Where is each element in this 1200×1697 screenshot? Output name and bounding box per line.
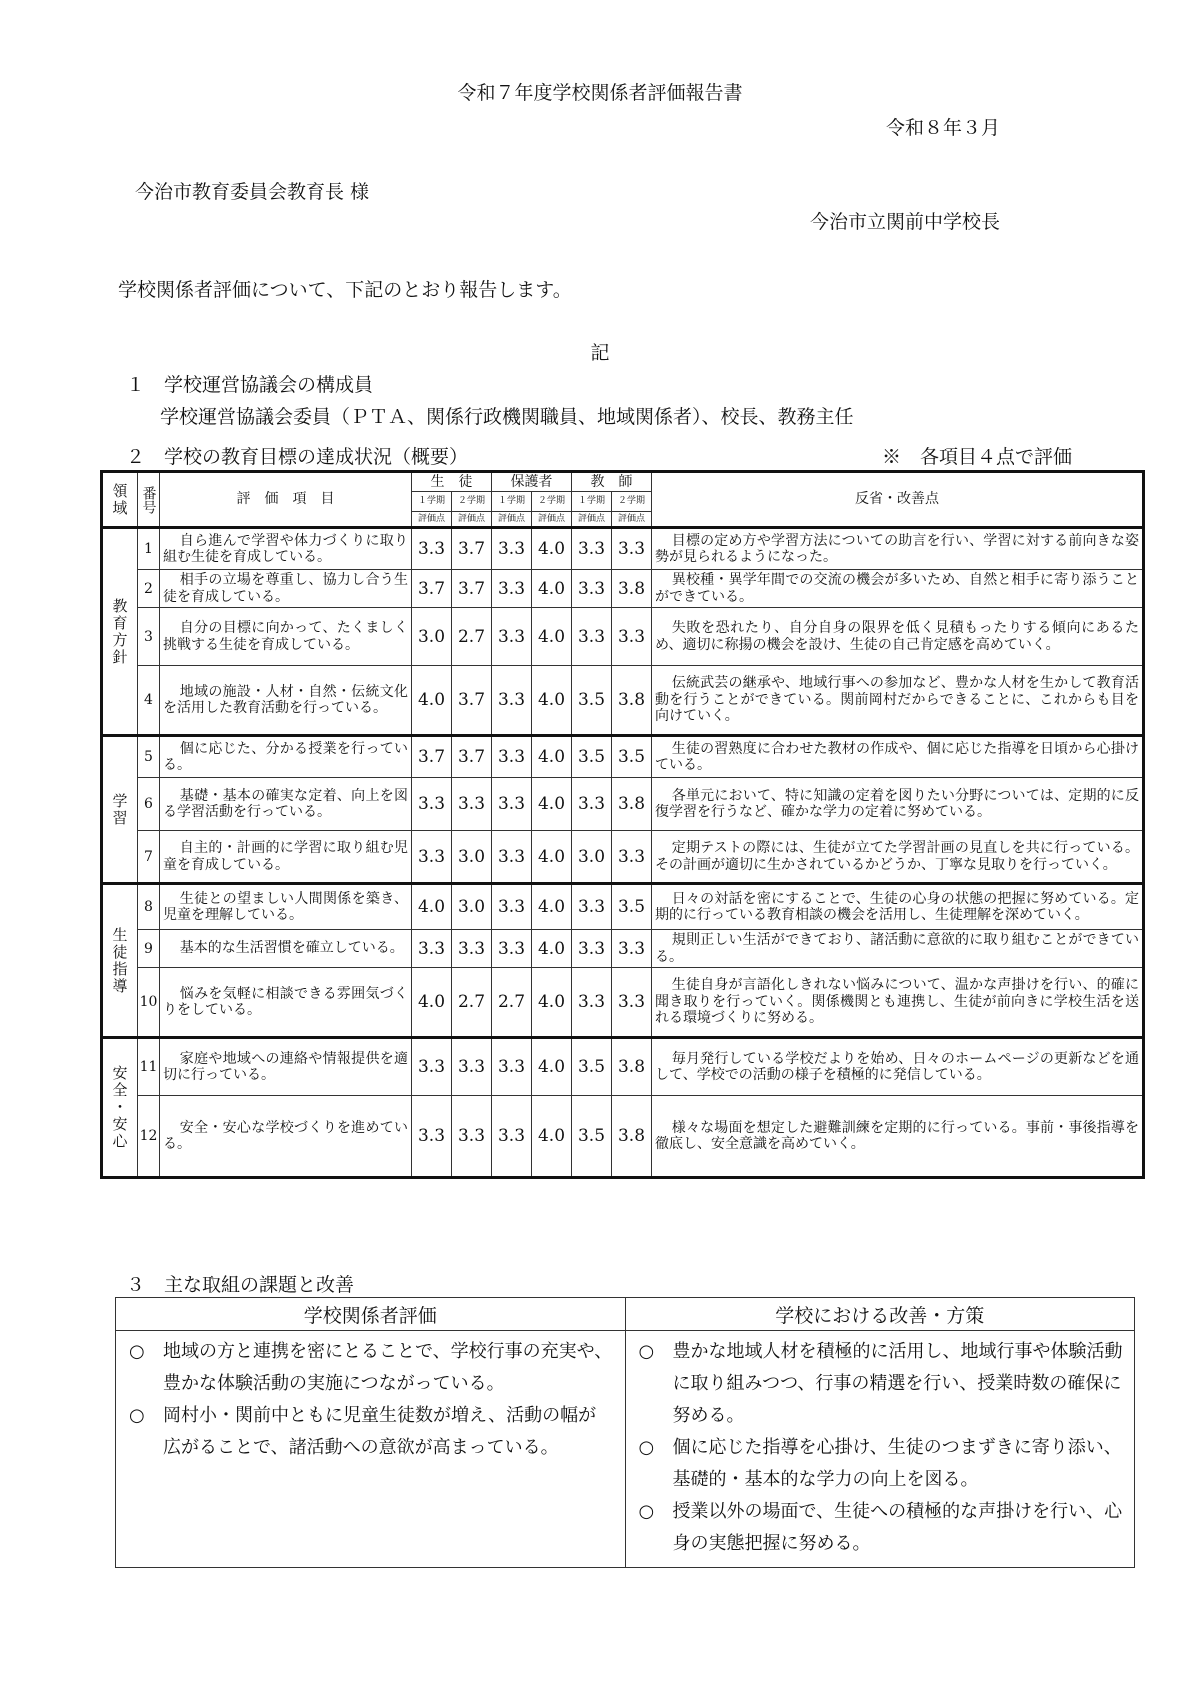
score-cell: 2.7 bbox=[452, 968, 492, 1038]
score-cell: 3.3 bbox=[572, 884, 612, 930]
section2-heading: ２ 学校の教育目標の達成状況（概要） bbox=[126, 446, 469, 468]
header-score-label: 評価点 bbox=[412, 512, 452, 528]
evaluation-item: 安全・安心な学校づくりを進めている。 bbox=[160, 1096, 412, 1178]
summary-bullet-item bbox=[639, 1336, 1124, 1432]
score-cell: 3.3 bbox=[492, 528, 532, 570]
header-score-label: 評価点 bbox=[532, 512, 572, 528]
sender: 今治市立関前中学校長 bbox=[809, 211, 1000, 233]
score-cell: 3.5 bbox=[572, 1038, 612, 1096]
domain-cell bbox=[102, 1038, 138, 1178]
evaluation-row bbox=[102, 778, 1144, 831]
score-cell: 3.3 bbox=[412, 528, 452, 570]
header-score-label: 評価点 bbox=[452, 512, 492, 528]
domain-label: 生徒指導 bbox=[110, 926, 129, 995]
score-cell: 3.3 bbox=[572, 570, 612, 608]
score-cell: 3.3 bbox=[572, 778, 612, 831]
reflection-cell: 目標の定め方や学習方法についての助言を行い、学習に対する前向きな姿勢が見られるようになった。 bbox=[652, 528, 1144, 570]
score-cell: 3.3 bbox=[492, 930, 532, 968]
section1-heading: １ 学校運営協議会の構成員 bbox=[126, 374, 374, 396]
score-cell: 4.0 bbox=[532, 930, 572, 968]
score-cell: 3.5 bbox=[612, 884, 652, 930]
score-cell: 3.8 bbox=[612, 666, 652, 736]
item-number: 4 bbox=[138, 666, 160, 736]
item-number: 6 bbox=[138, 778, 160, 831]
reflection-cell: 規則正しい生活ができており、諸活動に意欲的に取り組むことができている。 bbox=[652, 930, 1144, 968]
summary-right-list bbox=[627, 1332, 1134, 1566]
score-cell: 4.0 bbox=[412, 968, 452, 1038]
score-cell: 3.3 bbox=[612, 528, 652, 570]
domain-label: 教育方針 bbox=[110, 597, 129, 666]
evaluation-row bbox=[102, 528, 1144, 570]
score-cell: 3.3 bbox=[492, 666, 532, 736]
header-score-label: 評価点 bbox=[492, 512, 532, 528]
score-cell: 3.0 bbox=[412, 608, 452, 666]
score-cell: 3.5 bbox=[612, 736, 652, 778]
bullet-circle-icon: ○ bbox=[129, 1341, 145, 1362]
ki-label: 記 bbox=[590, 342, 610, 364]
evaluation-table-body bbox=[102, 472, 1144, 1178]
summary-bullet-item bbox=[639, 1432, 1124, 1496]
header-term: １学期 bbox=[492, 492, 532, 512]
summary-left-header: 学校関係者評価 bbox=[116, 1298, 626, 1331]
score-cell: 3.3 bbox=[572, 968, 612, 1038]
reflection-cell: 生徒の習熟度に合わせた教材の作成や、個に応じた指導を日頃から心掛けている。 bbox=[652, 736, 1144, 778]
domain-label: 学習 bbox=[110, 792, 129, 827]
score-cell: 3.3 bbox=[612, 608, 652, 666]
score-cell: 4.0 bbox=[532, 884, 572, 930]
summary-bullet-text: 授業以外の場面で、生徒への積極的な声掛けを行い、心身の実態把握に努める。 bbox=[672, 1501, 1123, 1554]
reflection-cell: 様々な場面を想定した避難訓練を定期的に行っている。事前・事後指導を徹底し、安全意識を高めていく。 bbox=[652, 1096, 1144, 1178]
summary-bullet-text: 個に応じた指導を心掛け、生徒のつまずきに寄り添い、基礎的・基本的な学力の向上を図る。 bbox=[672, 1437, 1122, 1490]
score-cell: 3.3 bbox=[492, 884, 532, 930]
item-number: 9 bbox=[138, 930, 160, 968]
header-score-label: 評価点 bbox=[572, 512, 612, 528]
score-cell: 3.0 bbox=[572, 831, 612, 884]
section1-members: 学校運営協議会委員（ＰＴＡ、関係行政機関職員、地域関係者）、校長、教務主任 bbox=[160, 406, 854, 428]
summary-bullet-text: 豊かな地域人材を積極的に活用し、地域行事や体験活動に取り組みつつ、行事の精選を行い、授業時数の確保に努める。 bbox=[672, 1341, 1123, 1426]
header-term: ２学期 bbox=[532, 492, 572, 512]
score-cell: 3.3 bbox=[412, 1096, 452, 1178]
score-cell: 3.3 bbox=[412, 831, 452, 884]
addressee: 今治市教育委員会教育長 様 bbox=[135, 181, 370, 203]
reflection-cell: 失敗を恐れたり、自分自身の限界を低く見積もったりする傾向にあるため、適切に称揚の機会を設け、生徒の自己肯定感を高めていく。 bbox=[652, 608, 1144, 666]
score-cell: 3.3 bbox=[492, 608, 532, 666]
evaluation-row bbox=[102, 1038, 1144, 1096]
item-number: 11 bbox=[138, 1038, 160, 1096]
reflection-cell: 異校種・異学年間での交流の機会が多いため、自然と相手に寄り添うことができている。 bbox=[652, 570, 1144, 608]
score-cell: 3.3 bbox=[612, 831, 652, 884]
document-title: 令和７年度学校関係者評価報告書 bbox=[457, 82, 743, 104]
evaluation-row bbox=[102, 930, 1144, 968]
intro-text: 学校関係者評価について、下記のとおり報告します。 bbox=[118, 279, 572, 301]
evaluation-item: 個に応じた、分かる授業を行っている。 bbox=[160, 736, 412, 778]
reflection-cell: 毎月発行している学校だよりを始め、日々のホームページの更新などを通して、学校での活動の様子を積極的に発信している。 bbox=[652, 1038, 1144, 1096]
evaluation-table bbox=[100, 470, 1145, 1179]
evaluation-row bbox=[102, 570, 1144, 608]
summary-table bbox=[115, 1297, 1135, 1568]
bullet-circle-icon: ○ bbox=[638, 1501, 655, 1522]
reflection-cell: 定期テストの際には、生徒が立てた学習計画の見直しを共に行っている。その計画が適切に生かされているかどうか、丁寧な見取りを行っていく。 bbox=[652, 831, 1144, 884]
evaluation-row bbox=[102, 736, 1144, 778]
evaluation-item: 相手の立場を尊重し、協力し合う生徒を育成している。 bbox=[160, 570, 412, 608]
header-group-students: 生 徒 bbox=[412, 472, 492, 492]
score-cell: 3.3 bbox=[492, 1038, 532, 1096]
score-cell: 3.3 bbox=[492, 736, 532, 778]
score-cell: 3.3 bbox=[412, 930, 452, 968]
score-cell: 3.8 bbox=[612, 1038, 652, 1096]
evaluation-item: 生徒との望ましい人間関係を築き、児童を理解している。 bbox=[160, 884, 412, 930]
bullet-circle-icon: ○ bbox=[638, 1341, 655, 1362]
score-cell: 3.3 bbox=[612, 930, 652, 968]
header-term: ２学期 bbox=[612, 492, 652, 512]
score-cell: 3.3 bbox=[492, 778, 532, 831]
score-cell: 2.7 bbox=[492, 968, 532, 1038]
scoring-note: ※ 各項目４点で評価 bbox=[882, 446, 1073, 468]
report-date: 令和８年３月 bbox=[885, 117, 1000, 139]
item-number: 7 bbox=[138, 831, 160, 884]
header-group-teachers: 教 師 bbox=[572, 472, 652, 492]
reflection-cell: 伝統武芸の継承や、地域行事への参加など、豊かな人材を生かして教育活動を行うことができている。関前岡村だからできることに、これからも目を向けていく。 bbox=[652, 666, 1144, 736]
score-cell: 4.0 bbox=[412, 884, 452, 930]
evaluation-row bbox=[102, 1096, 1144, 1178]
score-cell: 4.0 bbox=[532, 736, 572, 778]
item-number: 2 bbox=[138, 570, 160, 608]
summary-right-cell bbox=[625, 1331, 1135, 1568]
score-cell: 4.0 bbox=[532, 831, 572, 884]
domain-cell bbox=[102, 528, 138, 736]
evaluation-item: 家庭や地域への連絡や情報提供を適切に行っている。 bbox=[160, 1038, 412, 1096]
score-cell: 3.7 bbox=[412, 736, 452, 778]
score-cell: 4.0 bbox=[532, 778, 572, 831]
header-group-parents: 保護者 bbox=[492, 472, 572, 492]
summary-left-list bbox=[117, 1332, 624, 1470]
item-number: 1 bbox=[138, 528, 160, 570]
item-number: 8 bbox=[138, 884, 160, 930]
score-cell: 3.7 bbox=[452, 528, 492, 570]
score-cell: 3.3 bbox=[452, 1096, 492, 1178]
score-cell: 3.5 bbox=[572, 666, 612, 736]
domain-cell bbox=[102, 884, 138, 1038]
score-cell: 3.0 bbox=[452, 831, 492, 884]
reflection-cell: 各単元において、特に知識の定着を図りたい分野については、定期的に反復学習を行うなど、確かな学力の定着に努めている。 bbox=[652, 778, 1144, 831]
evaluation-row bbox=[102, 968, 1144, 1038]
evaluation-item: 地域の施設・人材・自然・伝統文化を活用した教育活動を行っている。 bbox=[160, 666, 412, 736]
header-term: １学期 bbox=[412, 492, 452, 512]
score-cell: 4.0 bbox=[532, 968, 572, 1038]
header-score-label: 評価点 bbox=[612, 512, 652, 528]
evaluation-row bbox=[102, 831, 1144, 884]
reflection-cell: 日々の対話を密にすることで、生徒の心身の状態の把握に努めている。定期的に行っている教育相談の機会を活用し、生徒理解を深めていく。 bbox=[652, 884, 1144, 930]
score-cell: 3.7 bbox=[412, 570, 452, 608]
summary-bullet-text: 岡村小・関前中ともに児童生徒数が増え、活動の幅が広がることで、諸活動への意欲が高まっている。 bbox=[163, 1405, 597, 1458]
score-cell: 3.5 bbox=[572, 1096, 612, 1178]
item-number: 12 bbox=[138, 1096, 160, 1178]
domain-cell bbox=[102, 736, 138, 884]
header-item: 評 価 項 目 bbox=[160, 472, 412, 528]
score-cell: 3.3 bbox=[612, 968, 652, 1038]
score-cell: 4.0 bbox=[532, 1038, 572, 1096]
summary-left-cell bbox=[116, 1331, 626, 1568]
header-reflection: 反省・改善点 bbox=[652, 472, 1144, 528]
score-cell: 3.3 bbox=[412, 778, 452, 831]
evaluation-item: 自主的・計画的に学習に取り組む児童を育成している。 bbox=[160, 831, 412, 884]
evaluation-item: 自分の目標に向かって、たくましく挑戦する生徒を育成している。 bbox=[160, 608, 412, 666]
score-cell: 3.3 bbox=[492, 831, 532, 884]
score-cell: 3.3 bbox=[572, 930, 612, 968]
item-number: 5 bbox=[138, 736, 160, 778]
score-cell: 4.0 bbox=[412, 666, 452, 736]
header-domain-cell bbox=[102, 472, 138, 528]
score-cell: 3.3 bbox=[452, 1038, 492, 1096]
evaluation-row bbox=[102, 666, 1144, 736]
item-number: 10 bbox=[138, 968, 160, 1038]
evaluation-item: 悩みを気軽に相談できる雰囲気づくりをしている。 bbox=[160, 968, 412, 1038]
score-cell: 3.5 bbox=[572, 736, 612, 778]
header-term: １学期 bbox=[572, 492, 612, 512]
score-cell: 4.0 bbox=[532, 666, 572, 736]
header-number-cell bbox=[138, 472, 160, 528]
evaluation-row bbox=[102, 884, 1144, 930]
summary-bullet-item bbox=[639, 1496, 1124, 1560]
score-cell: 4.0 bbox=[532, 608, 572, 666]
header-number: 番号 bbox=[140, 485, 157, 514]
score-cell: 2.7 bbox=[452, 608, 492, 666]
reflection-cell: 生徒自身が言語化しきれない悩みについて、温かな声掛けを行い、的確に聞き取りを行っていく。関係機関とも連携し、生徒が前向きに学校生活を送れる環境づくりに努める。 bbox=[652, 968, 1144, 1038]
score-cell: 3.3 bbox=[572, 528, 612, 570]
score-cell: 3.0 bbox=[452, 884, 492, 930]
bullet-circle-icon: ○ bbox=[638, 1437, 655, 1458]
bullet-circle-icon: ○ bbox=[129, 1405, 145, 1426]
score-cell: 3.8 bbox=[612, 1096, 652, 1178]
score-cell: 4.0 bbox=[532, 528, 572, 570]
score-cell: 3.7 bbox=[452, 736, 492, 778]
score-cell: 3.3 bbox=[492, 1096, 532, 1178]
header-domain: 領域 bbox=[110, 482, 129, 517]
summary-right-header: 学校における改善・方策 bbox=[625, 1298, 1135, 1331]
item-number: 3 bbox=[138, 608, 160, 666]
score-cell: 3.3 bbox=[572, 608, 612, 666]
header-term: ２学期 bbox=[452, 492, 492, 512]
evaluation-item: 基本的な生活習慣を確立している。 bbox=[160, 930, 412, 968]
summary-bullet-item bbox=[129, 1336, 614, 1400]
score-cell: 4.0 bbox=[532, 1096, 572, 1178]
summary-bullet-text: 地域の方と連携を密にとることで、学校行事の充実や、豊かな体験活動の実施につながっている。 bbox=[163, 1341, 613, 1394]
score-cell: 3.3 bbox=[452, 930, 492, 968]
score-cell: 3.3 bbox=[412, 1038, 452, 1096]
score-cell: 3.7 bbox=[452, 666, 492, 736]
score-cell: 3.8 bbox=[612, 570, 652, 608]
section3-heading: ３ 主な取組の課題と改善 bbox=[126, 1274, 355, 1296]
evaluation-item: 自ら進んで学習や体力づくりに取り組む生徒を育成している。 bbox=[160, 528, 412, 570]
evaluation-row bbox=[102, 608, 1144, 666]
score-cell: 3.3 bbox=[452, 778, 492, 831]
domain-label: 安全・安心 bbox=[110, 1065, 129, 1150]
evaluation-item: 基礎・基本の確実な定着、向上を図る学習活動を行っている。 bbox=[160, 778, 412, 831]
score-cell: 4.0 bbox=[532, 570, 572, 608]
score-cell: 3.7 bbox=[452, 570, 492, 608]
score-cell: 3.8 bbox=[612, 778, 652, 831]
score-cell: 3.3 bbox=[492, 570, 532, 608]
summary-bullet-item bbox=[129, 1400, 614, 1464]
